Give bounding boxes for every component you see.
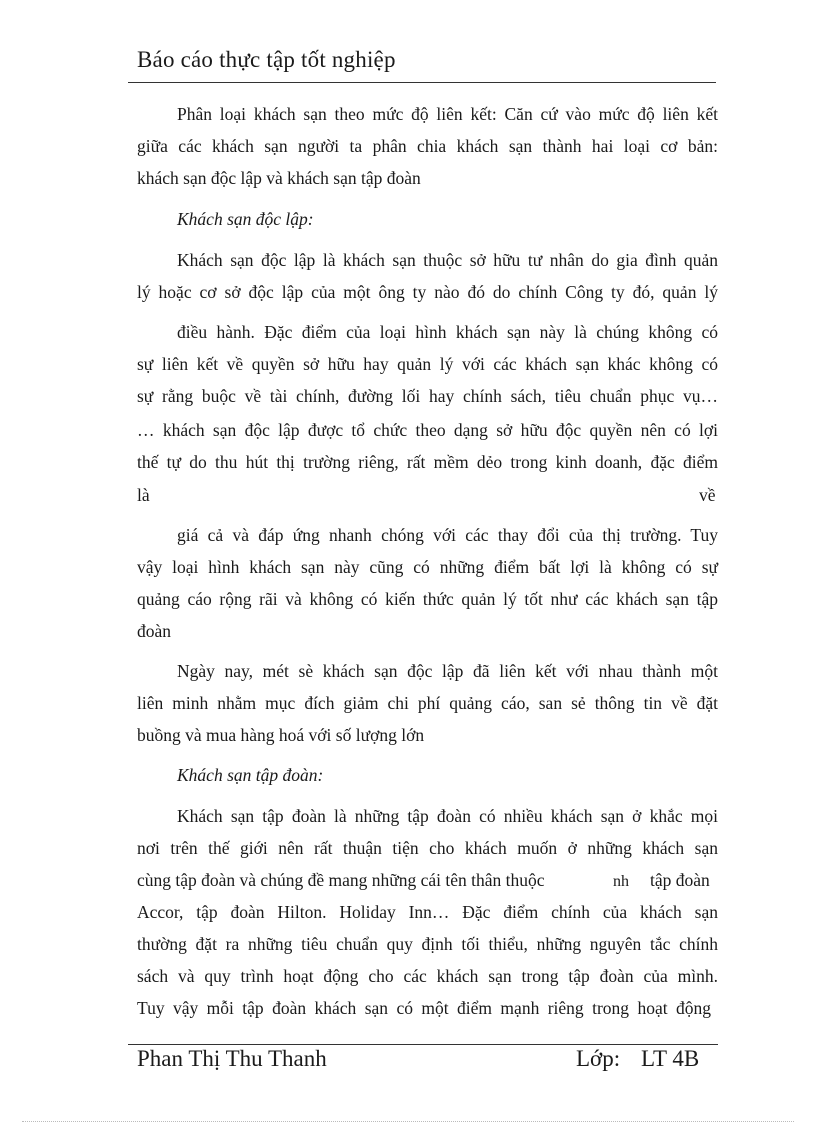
- page-header-title: Báo cáo thực tập tốt nghiệp: [137, 47, 396, 72]
- footer-student-name: Phan Thị Thu Thanh: [137, 1046, 327, 1071]
- paragraph-6-line-5: thường đặt ra những tiêu chuẩn quy định tối thiểu, những nguyên tắc chính: [137, 934, 718, 954]
- page-bottom-edge: [22, 1121, 794, 1122]
- paragraph-6-line-1: Khách sạn tập đoàn là những tập đoàn có nhiều khách sạn ở khắc mọi: [177, 806, 718, 826]
- paragraph-6-line-3-end: tập đoàn: [650, 870, 710, 890]
- paragraph-4-line-4: đoàn: [137, 621, 172, 641]
- paragraph-5-line-3: buồng và mua hàng hoá với số lượng lớn: [137, 725, 425, 745]
- paragraph-1-line-1: Phân loại khách sạn theo mức độ liên kết: Căn cứ vào mức độ liên kết: [177, 104, 718, 124]
- paragraph-6-line-6: sách và quy trình hoạt động cho các khách sạn trong tập đoàn của mình.: [137, 966, 718, 986]
- heading-independent-hotel: Khách sạn độc lập:: [177, 209, 314, 229]
- footer-class-label: Lớp:: [576, 1046, 621, 1071]
- paragraph-3-line-2: sự liên kết về quyền sở hữu hay quản lý với các khách sạn khác không có: [137, 354, 718, 374]
- header-rule: [128, 82, 716, 83]
- paragraph-3-line-6-right: về: [699, 485, 716, 505]
- paragraph-6-line-3-small: nh: [613, 873, 629, 890]
- paragraph-5-line-2: liên minh nhằm mục đích giảm chi phí quảng cáo, san sẻ thông tin về đặt: [137, 693, 718, 713]
- paragraph-3-line-4: … khách sạn độc lập được tổ chức theo dạng sở hữu độc quyền nên có lợi: [137, 420, 718, 440]
- paragraph-3-line-5: thế tự do thu hút thị trường riêng, rất mềm dẻo trong kinh doanh, đặc điểm: [137, 452, 718, 472]
- paragraph-6-line-7: Tuy vậy mỗi tập đoàn khách sạn có một điểm mạnh riêng trong hoạt động: [137, 998, 711, 1018]
- paragraph-3-line-1: điều hành. Đặc điểm của loại hình khách sạn này là chúng không có: [177, 322, 718, 342]
- paragraph-2-line-2: lý hoặc cơ sở độc lập của một ông ty nào đó do chính Công ty đó, quản lý: [137, 282, 718, 302]
- paragraph-6-line-2: nơi trên thế giới nên rất thuận tiện cho khách muốn ở những khách sạn: [137, 838, 718, 858]
- footer-rule: [128, 1044, 718, 1045]
- paragraph-1-line-2: giữa các khách sạn người ta phân chia khách sạn thành hai loại cơ bản:: [137, 136, 718, 156]
- paragraph-4-line-2: vậy loại hình khách sạn này cũng có những điểm bất lợi là không có sự: [137, 557, 718, 577]
- paragraph-3-line-3: sự rằng buộc về tài chính, đường lối hay chính sách, tiêu chuẩn phục vụ…: [137, 386, 718, 406]
- paragraph-4-line-3: quảng cáo rộng rãi và không có kiến thức quản lý tốt như các khách sạn tập: [137, 589, 718, 609]
- footer-class-value: LT 4B: [641, 1046, 700, 1071]
- heading-group-hotel: Khách sạn tập đoàn:: [177, 765, 324, 785]
- paragraph-2-line-1: Khách sạn độc lập là khách sạn thuộc sở hữu tư nhân do gia đình quản: [177, 250, 718, 270]
- paragraph-1-line-3: khách sạn độc lập và khách sạn tập đoàn: [137, 168, 421, 188]
- paragraph-5-line-1: Ngày nay, mét sè khách sạn độc lập đã liên kết với nhau thành một: [177, 661, 718, 681]
- paragraph-3-line-6-left: là: [137, 485, 150, 505]
- paragraph-6-line-4: Accor, tập đoàn Hilton. Holiday Inn… Đặc điểm chính của khách sạn: [137, 902, 718, 922]
- paragraph-4-line-1: giá cả và đáp ứng nhanh chóng với các thay đổi của thị trường. Tuy: [177, 525, 718, 545]
- paragraph-6-line-3: cùng tập đoàn và chúng đề mang những cái tên thân thuộc: [137, 870, 545, 890]
